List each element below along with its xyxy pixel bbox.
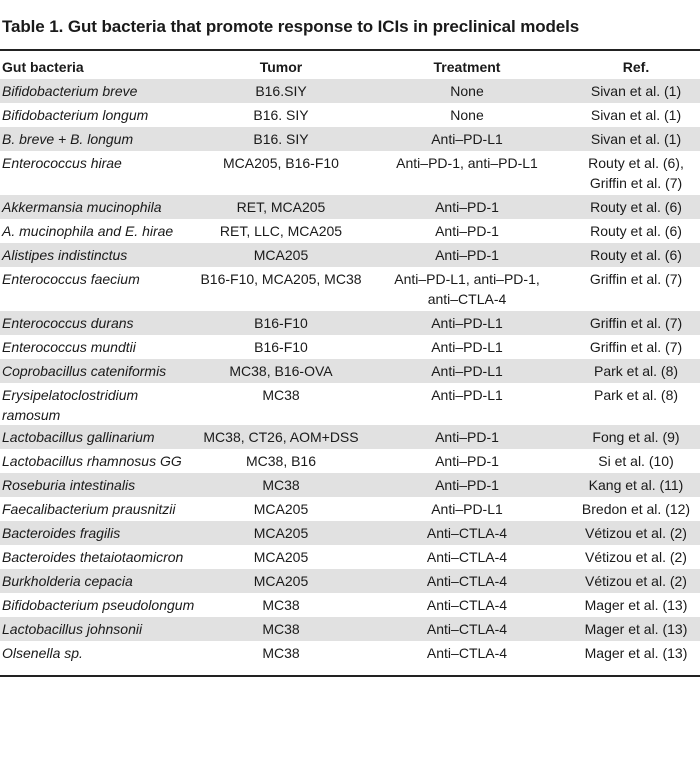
table-row — [0, 311, 700, 335]
cell-tumor: RET, MCA205 — [200, 195, 362, 219]
ref-line: Routy et al. (6) — [590, 223, 682, 239]
cell-ref — [572, 497, 700, 521]
table-row — [0, 151, 700, 195]
cell-treatment — [362, 359, 572, 383]
table-row — [0, 383, 700, 425]
cell-ref — [572, 195, 700, 219]
cell-tumor: MC38 — [200, 617, 362, 641]
cell-bacteria: Roseburia intestinalis — [0, 473, 200, 497]
table-row — [0, 243, 700, 267]
cell-treatment — [362, 449, 572, 473]
treatment-line: Anti–CTLA-4 — [426, 621, 508, 637]
cell-ref — [572, 449, 700, 473]
treatment-line: anti–CTLA-4 — [427, 291, 507, 307]
cell-treatment — [362, 195, 572, 219]
cell-tumor: MC38 — [262, 645, 300, 661]
cell-tumor: B16-F10 — [200, 311, 362, 335]
ref-line: Mager et al. (13) — [584, 597, 688, 613]
treatment-line: Anti–PD-L1 — [431, 363, 503, 379]
table-row — [0, 641, 700, 665]
header-gut-bacteria: Gut bacteria — [2, 59, 84, 75]
cell-bacteria: Enterococcus hirae — [2, 155, 122, 171]
cell-treatment — [362, 497, 572, 521]
ref-line: Vétizou et al. (2) — [585, 549, 687, 565]
cell-treatment — [362, 335, 572, 359]
cell-tumor: MC38 — [200, 473, 362, 497]
header-tumor: Tumor — [259, 59, 303, 75]
table-row — [0, 617, 700, 641]
treatment-line: Anti–CTLA-4 — [426, 525, 508, 541]
cell-ref — [572, 383, 700, 425]
table-row — [0, 593, 700, 617]
table-row — [0, 267, 700, 311]
top-rule — [0, 49, 700, 51]
cell-bacteria: A. mucinophila and E. hirae — [2, 223, 174, 239]
ref-line: Routy et al. (6) — [590, 199, 682, 215]
table-row — [0, 521, 700, 545]
cell-treatment — [362, 617, 572, 641]
cell-bacteria: Olsenella sp. — [2, 645, 83, 661]
treatment-line: Anti–PD-1 — [435, 453, 499, 469]
table-row — [0, 359, 700, 383]
treatment-line: Anti–PD-1, anti–PD-L1 — [396, 155, 538, 171]
ref-line: Park et al. (8) — [593, 363, 679, 379]
cell-tumor: MCA205 — [200, 243, 362, 267]
cell-bacteria: Faecalibacterium prausnitzii — [2, 501, 176, 517]
treatment-line: Anti–CTLA-4 — [426, 597, 508, 613]
cell-tumor: MCA205 — [253, 549, 309, 565]
table-row — [0, 79, 700, 103]
table-row — [0, 449, 700, 473]
cell-treatment — [362, 151, 572, 195]
table-row — [0, 195, 700, 219]
cell-bacteria: Lactobacillus gallinarium — [0, 425, 200, 449]
cell-tumor: B16. SIY — [253, 107, 309, 123]
header-treatment: Treatment — [433, 59, 501, 75]
ref-line: Sivan et al. (1) — [590, 107, 682, 123]
ref-line: Vétizou et al. (2) — [585, 573, 687, 589]
cell-tumor: MC38, B16 — [245, 453, 317, 469]
table-row — [0, 497, 700, 521]
header-ref: Ref. — [622, 59, 650, 75]
table-row — [0, 569, 700, 593]
cell-ref — [572, 103, 700, 127]
treatment-line: Anti–PD-1 — [435, 223, 499, 239]
table-row — [0, 127, 700, 151]
cell-bacteria: Enterococcus faecium — [2, 271, 140, 287]
cell-tumor: MC38 — [262, 597, 300, 613]
cell-ref — [572, 243, 700, 267]
treatment-line: None — [450, 83, 484, 99]
cell-bacteria: Alistipes indistinctus — [0, 243, 200, 267]
cell-bacteria: B. breve + B. longum — [0, 127, 200, 151]
ref-line: Griffin et al. (7) — [589, 271, 683, 287]
cell-treatment — [362, 425, 572, 449]
cell-ref — [572, 617, 700, 641]
cell-ref — [572, 219, 700, 243]
cell-treatment — [362, 103, 572, 127]
cell-treatment — [362, 79, 572, 103]
cell-bacteria: Akkermansia mucinophila — [0, 195, 200, 219]
cell-bacteria: Erysipelatoclostridium ramosum — [2, 387, 139, 423]
ref-line: Griffin et al. (7) — [589, 315, 683, 331]
cell-tumor: RET, LLC, MCA205 — [219, 223, 343, 239]
ref-line: Sivan et al. (1) — [590, 131, 682, 147]
table-title: Table 1. Gut bacteria that promote response to ICIs in preclinical models — [2, 17, 580, 36]
cell-treatment — [362, 569, 572, 593]
ref-line: Vétizou et al. (2) — [585, 525, 687, 541]
cell-bacteria: Bacteroides fragilis — [0, 521, 200, 545]
cell-ref — [572, 521, 700, 545]
treatment-line: Anti–CTLA-4 — [426, 645, 508, 661]
table-row — [0, 545, 700, 569]
cell-treatment — [362, 545, 572, 569]
cell-ref — [572, 569, 700, 593]
table-row — [0, 425, 700, 449]
ref-line: Bredon et al. (12) — [581, 501, 691, 517]
cell-treatment — [362, 641, 572, 665]
cell-ref — [572, 267, 700, 311]
cell-ref — [572, 79, 700, 103]
treatment-line: Anti–PD-L1 — [431, 315, 503, 331]
cell-treatment — [362, 383, 572, 425]
cell-tumor: MCA205 — [200, 521, 362, 545]
cell-bacteria: Bifidobacterium longum — [2, 107, 149, 123]
header-row — [0, 55, 700, 79]
cell-ref — [572, 335, 700, 359]
ref-line: Routy et al. (6), — [588, 155, 684, 171]
cell-ref — [572, 593, 700, 617]
cell-treatment — [362, 219, 572, 243]
cell-tumor: MC38, CT26, AOM+DSS — [200, 425, 362, 449]
treatment-line: Anti–PD-1 — [435, 429, 499, 445]
cell-tumor: B16.SIY — [200, 79, 362, 103]
table-row — [0, 219, 700, 243]
ref-line: Kang et al. (11) — [588, 477, 684, 493]
cell-tumor: B16. SIY — [200, 127, 362, 151]
cell-tumor: B16-F10 — [254, 339, 308, 355]
cell-bacteria: Coprobacillus cateniformis — [0, 359, 200, 383]
treatment-line: Anti–CTLA-4 — [426, 573, 508, 589]
treatment-line: Anti–PD-1 — [435, 477, 499, 493]
cell-ref — [572, 473, 700, 497]
table-row — [0, 335, 700, 359]
ref-line: Mager et al. (13) — [584, 645, 688, 661]
ref-line: Griffin et al. (7) — [589, 339, 683, 355]
cell-treatment — [362, 521, 572, 545]
cell-ref — [572, 359, 700, 383]
ref-line: Mager et al. (13) — [584, 621, 688, 637]
cell-ref — [572, 425, 700, 449]
ref-line: Sivan et al. (1) — [590, 83, 682, 99]
cell-tumor: MCA205 — [253, 501, 309, 517]
cell-tumor: MCA205 — [200, 569, 362, 593]
cell-treatment — [362, 473, 572, 497]
cell-bacteria: Bifidobacterium pseudolongum — [2, 597, 195, 613]
cell-bacteria: Bifidobacterium breve — [0, 79, 200, 103]
ref-line: Routy et al. (6) — [590, 247, 682, 263]
treatment-line: Anti–PD-1 — [435, 199, 499, 215]
treatment-line: Anti–PD-1 — [435, 247, 499, 263]
table-row — [0, 103, 700, 127]
bottom-rule — [0, 675, 700, 677]
cell-ref — [572, 545, 700, 569]
table-row — [0, 473, 700, 497]
treatment-line: Anti–CTLA-4 — [426, 549, 508, 565]
cell-tumor: MCA205, B16-F10 — [223, 155, 339, 171]
cell-bacteria: Enterococcus durans — [0, 311, 200, 335]
ref-line: Si et al. (10) — [598, 453, 674, 469]
cell-tumor: MC38, B16-OVA — [200, 359, 362, 383]
cell-ref — [572, 127, 700, 151]
cell-treatment — [362, 593, 572, 617]
treatment-line: Anti–PD-L1, anti–PD-1, — [394, 271, 540, 287]
cell-ref — [572, 311, 700, 335]
treatment-line: Anti–PD-L1 — [431, 131, 503, 147]
treatment-line: Anti–PD-L1 — [431, 339, 503, 355]
cell-treatment — [362, 267, 572, 311]
cell-bacteria: Lactobacillus johnsonii — [0, 617, 200, 641]
ref-line: Park et al. (8) — [593, 387, 679, 403]
cell-tumor: MC38 — [262, 387, 300, 403]
cell-bacteria: Burkholderia cepacia — [0, 569, 200, 593]
cell-ref — [572, 641, 700, 665]
ref-line: Fong et al. (9) — [592, 429, 680, 445]
treatment-line: Anti–PD-L1 — [431, 387, 503, 403]
ref-line: Griffin et al. (7) — [589, 175, 683, 191]
cell-bacteria: Bacteroides thetaiotaomicron — [2, 549, 184, 565]
cell-ref — [572, 151, 700, 195]
treatment-line: None — [450, 107, 484, 123]
cell-treatment — [362, 127, 572, 151]
cell-treatment — [362, 311, 572, 335]
cell-bacteria: Enterococcus mundtii — [2, 339, 136, 355]
treatment-line: Anti–PD-L1 — [431, 501, 503, 517]
cell-tumor: B16-F10, MCA205, MC38 — [200, 271, 362, 287]
cell-treatment — [362, 243, 572, 267]
cell-bacteria: Lactobacillus rhamnosus GG — [2, 453, 182, 469]
bacteria-table — [0, 55, 700, 665]
